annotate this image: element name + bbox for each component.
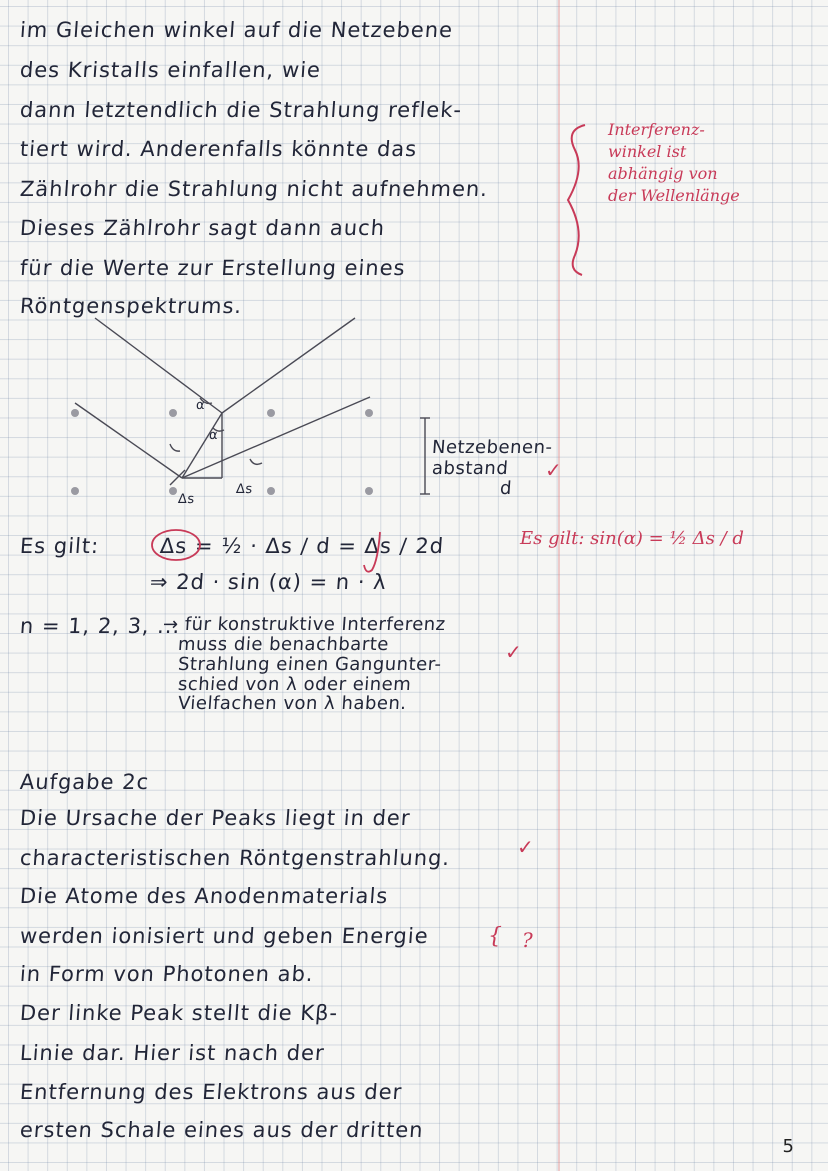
text-line-4: tiert wird. Anderenfalls könnte das xyxy=(19,137,419,161)
task-line-6: Der linke Peak stellt die Kβ- xyxy=(19,1001,339,1025)
spacing-symbol: d xyxy=(499,478,513,499)
task-line-9: ersten Schale eines aus der dritten xyxy=(19,1118,425,1142)
delta-s-left-label: Δs xyxy=(177,492,196,507)
formula-line-2: ⇒ 2d · sin (α) = n · λ xyxy=(149,570,388,594)
text-line-6: Dieses Zählrohr sagt dann auch xyxy=(19,216,386,240)
task-line-2: characteristischen Röntgenstrahlung. xyxy=(19,846,451,870)
page-number: 5 xyxy=(782,1136,794,1157)
check-mark-2: ✓ xyxy=(505,640,522,664)
text-line-2: des Kristalls einfallen, wie xyxy=(19,58,322,82)
formula-line-1: Δs = ½ · Δs / d = Δs / 2d xyxy=(159,534,445,558)
task-line-3: Die Atome des Anodenmaterials xyxy=(19,884,390,908)
text-line-1: im Gleichen winkel auf die Netzebene xyxy=(19,18,454,42)
margin-note-1: Interferenz- xyxy=(608,120,705,139)
task-line-1: Die Ursache der Peaks liegt in der xyxy=(19,806,412,830)
margin-note-2: winkel ist xyxy=(608,142,687,161)
spacing-label-2: abstand xyxy=(431,458,509,479)
alpha-top-label: α xyxy=(195,398,206,413)
text-line-3: dann letztendlich die Strahlung reflek- xyxy=(19,98,463,122)
spacing-label-1: Netzebenen- xyxy=(431,437,554,458)
text-line-7: für die Werte zur Erstellung eines xyxy=(19,256,407,280)
task-line-7: Linie dar. Hier ist nach der xyxy=(19,1041,326,1065)
es-gilt-label: Es gilt: xyxy=(19,534,101,558)
red-formula: Es gilt: sin(α) = ½ Δs / d xyxy=(520,528,744,549)
margin-note-4: der Wellenlänge xyxy=(608,186,740,205)
formula-desc-3: Strahlung einen Gangunter- xyxy=(177,654,443,675)
question-mark: ? xyxy=(522,928,533,952)
formula-desc-4: schied von λ oder einem xyxy=(177,674,413,695)
check-mark-3: ✓ xyxy=(517,835,534,859)
delta-s-right-label: Δs xyxy=(235,482,254,497)
margin-note-3: abhängig von xyxy=(608,164,718,183)
task-heading: Aufgabe 2c xyxy=(19,770,150,794)
n-values: n = 1, 2, 3, ... xyxy=(19,614,182,638)
formula-desc-1: → für konstruktive Interferenz xyxy=(162,614,447,635)
formula-desc-2: muss die benachbarte xyxy=(177,634,390,655)
alpha-mid-label: α xyxy=(208,428,219,443)
text-line-5: Zählrohr die Strahlung nicht aufnehmen. xyxy=(19,177,489,201)
question-brace: { xyxy=(488,924,502,949)
task-line-4: werden ionisiert und geben Energie xyxy=(19,924,430,948)
task-line-8: Entfernung des Elektrons aus der xyxy=(19,1080,404,1104)
task-line-5: in Form von Photonen ab. xyxy=(19,962,315,986)
check-mark-1: ✓ xyxy=(545,458,562,482)
formula-desc-5: Vielfachen von λ haben. xyxy=(177,693,408,714)
text-line-8: Röntgenspektrums. xyxy=(19,294,244,318)
